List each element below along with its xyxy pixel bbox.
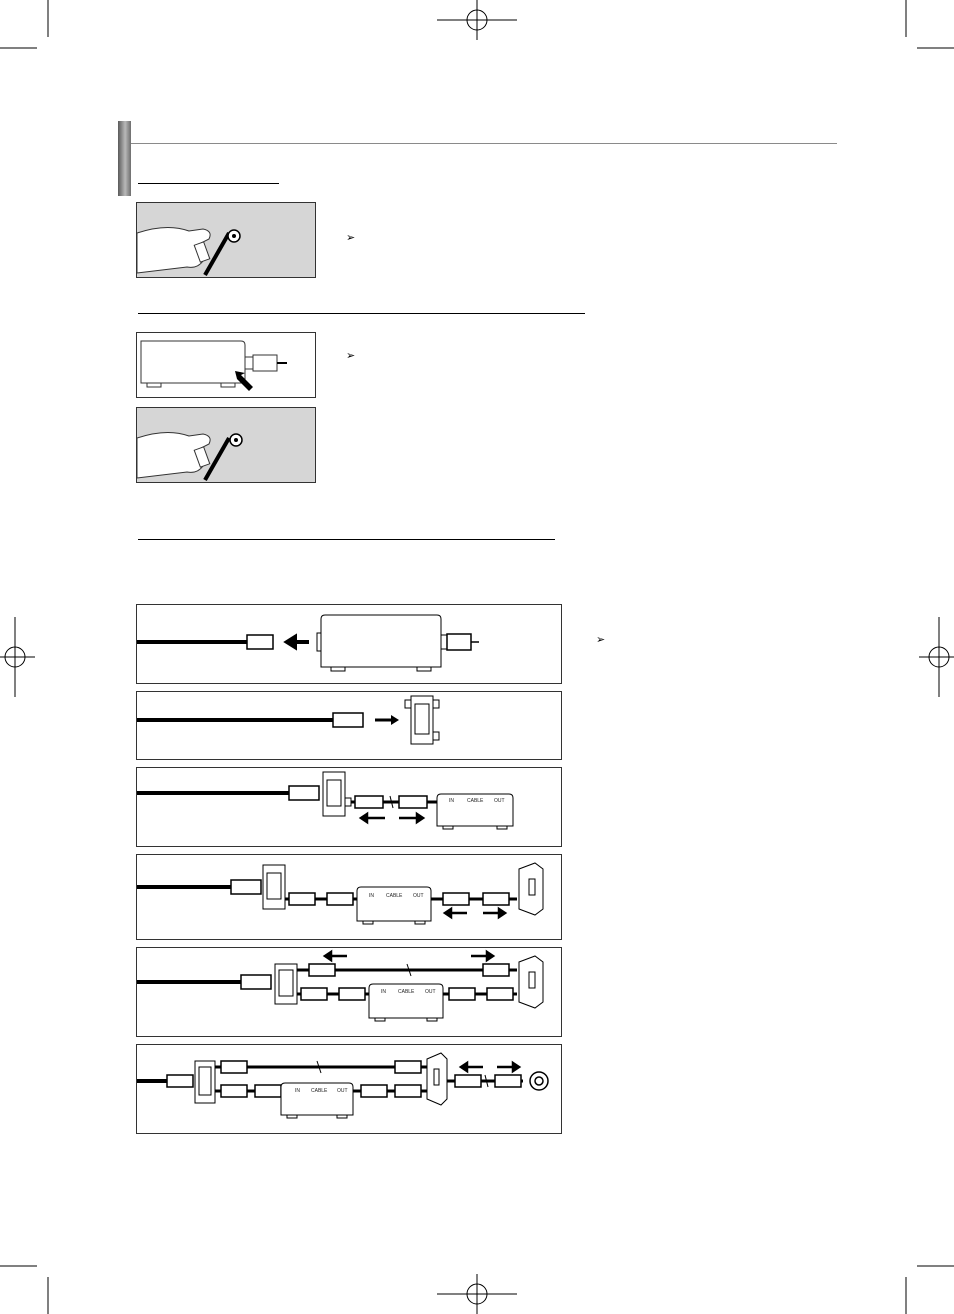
box-label-cable-3: CABLE	[398, 989, 415, 995]
box-label-cable: CABLE	[467, 798, 484, 804]
hand-plug-icon-2	[137, 408, 316, 483]
box-label-in: IN	[449, 798, 454, 804]
subheading-underline-2	[138, 313, 585, 314]
illustration-cable-box-rear	[136, 332, 316, 398]
box-label-out-2: OUT	[413, 893, 424, 899]
diagram-step-2	[136, 691, 562, 760]
diagram-step-5	[136, 947, 562, 1037]
diagram-step-1	[136, 604, 562, 684]
illustration-hand-plug-1	[136, 202, 316, 278]
box-label-out-4: OUT	[337, 1088, 348, 1094]
box-label-cable-4: CABLE	[311, 1088, 328, 1094]
note-marker-3: ➢	[596, 634, 606, 646]
section-marker-bar	[118, 121, 131, 196]
box-label-in-2: IN	[369, 893, 374, 899]
hand-plug-icon	[137, 203, 316, 278]
box-label-cable-2: CABLE	[386, 893, 403, 899]
box-label-out-3: OUT	[425, 989, 436, 995]
subheading-underline-1	[138, 183, 279, 184]
header-rule	[131, 143, 837, 144]
diagram-step-6	[136, 1044, 562, 1134]
subheading-underline-3	[138, 539, 555, 540]
note-marker-1: ➢	[346, 232, 356, 244]
box-label-in-3: IN	[381, 989, 386, 995]
diagram-step-4	[136, 854, 562, 940]
illustration-hand-plug-2	[136, 407, 316, 483]
box-label-in-4: IN	[295, 1088, 300, 1094]
box-label-out: OUT	[494, 798, 505, 804]
diagram-step-3	[136, 767, 562, 847]
note-marker-2: ➢	[346, 350, 356, 362]
